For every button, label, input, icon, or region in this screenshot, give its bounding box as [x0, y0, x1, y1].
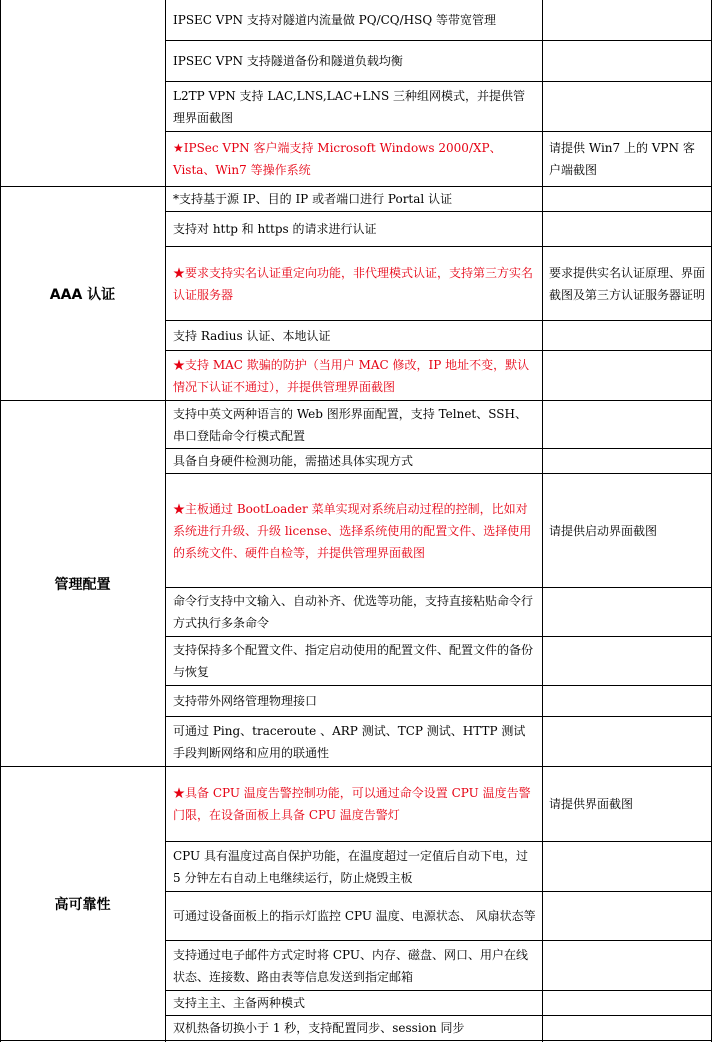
requirement-cell: 支持中英文两种语言的 Web 图形界面配置，支持 Telnet、SSH、串口登陆命令行模式配置	[173, 406, 527, 443]
key-requirement-cell: ★主板通过 BootLoader 菜单实现对系统启动过程的控制，比如对系统进行升级、升级 license、选择系统使用的配置文件、选择使用的系统文件、硬件自检等，并提供管理界面截图	[173, 501, 532, 560]
category-cell: AAA 认证	[49, 286, 116, 303]
category-cell	[0, 0, 165, 186]
requirement-cell: 具备自身硬件检测功能，需描述具体实现方式	[173, 454, 414, 468]
requirement-cell: 可通过设备面板上的指示灯监控 CPU 温度、电源状态、 风扇状态等	[173, 909, 536, 923]
requirement-cell: 命令行支持中文输入、自动补齐、优选等功能，支持直接粘贴命令行方式执行多条命令	[173, 594, 534, 630]
requirement-cell: L2TP VPN 支持 LAC,LNS,LAC+LNS 三种组网模式，并提供管理界面截图	[173, 88, 526, 125]
note-cell: 请提供启动界面截图	[549, 523, 658, 538]
requirement-cell: 支持主主、主备两种模式	[173, 996, 306, 1010]
requirement-cell: IPSEC VPN 支持隧道备份和隧道负载均衡	[173, 54, 403, 68]
requirement-cell: 支持通过电子邮件方式定时将 CPU、内存、磁盘、网口、用户在线状态、连接数、路由表等信息发送到指定邮箱	[173, 947, 528, 984]
requirement-cell: 双机热备切换小于 1 秒，支持配置同步、session 同步	[173, 1021, 465, 1035]
note-cell: 请提供界面截图	[549, 797, 634, 811]
requirement-cell: 支持带外网络管理物理接口	[173, 694, 318, 708]
requirement-cell: 支持 Radius 认证、本地认证	[173, 328, 331, 343]
key-requirement-cell: ★支持 MAC 欺骗的防护（当用户 MAC 修改，IP 地址不变，默认情况下认证不通过），并提供管理界面截图	[173, 357, 530, 394]
requirement-cell: 支持保持多个配置文件、指定启动使用的配置文件、配置文件的备份与恢复	[173, 643, 534, 679]
table-border-bottom	[0, 1040, 712, 1041]
requirement-cell: *支持基于源 IP、目的 IP 或者端口进行 Portal 认证	[173, 192, 453, 206]
category-cell: 高可靠性	[54, 896, 111, 913]
key-requirement-cell: ★要求支持实名认证重定向功能，非代理模式认证，支持第三方实名认证服务器	[173, 265, 534, 302]
requirement-cell: CPU 具有温度过高自保护功能，在温度超过一定值后自动下电，过 5 分钟左右自动上电继续运行，防止烧毁主板	[173, 848, 528, 885]
requirement-cell: 可通过 Ping、traceroute 、ARP 测试、TCP 测试、HTTP 测试手段判断网络和应用的联通性	[173, 723, 526, 760]
note-cell: 请提供 Win7 上的 VPN 客户端截图	[549, 141, 695, 177]
key-requirement-cell: ★具备 CPU 温度告警控制功能，可以通过命令设置 CPU 温度告警门限，在设备面板上具备 CPU 温度告警灯	[173, 786, 531, 822]
key-requirement-cell: ★IPSec VPN 客户端支持 Microsoft Windows 2000/XP、Vista、Win7 等操作系统	[173, 141, 502, 177]
note-cell: 要求提供实名认证原理、界面截图及第三方认证服务器证明	[549, 265, 706, 302]
requirement-cell: IPSEC VPN 支持对隧道内流量做 PQ/CQ/HSQ 等带宽管理	[173, 13, 497, 27]
requirement-cell: 支持对 http 和 https 的请求进行认证	[173, 222, 377, 236]
category-cell: 管理配置	[54, 576, 111, 593]
